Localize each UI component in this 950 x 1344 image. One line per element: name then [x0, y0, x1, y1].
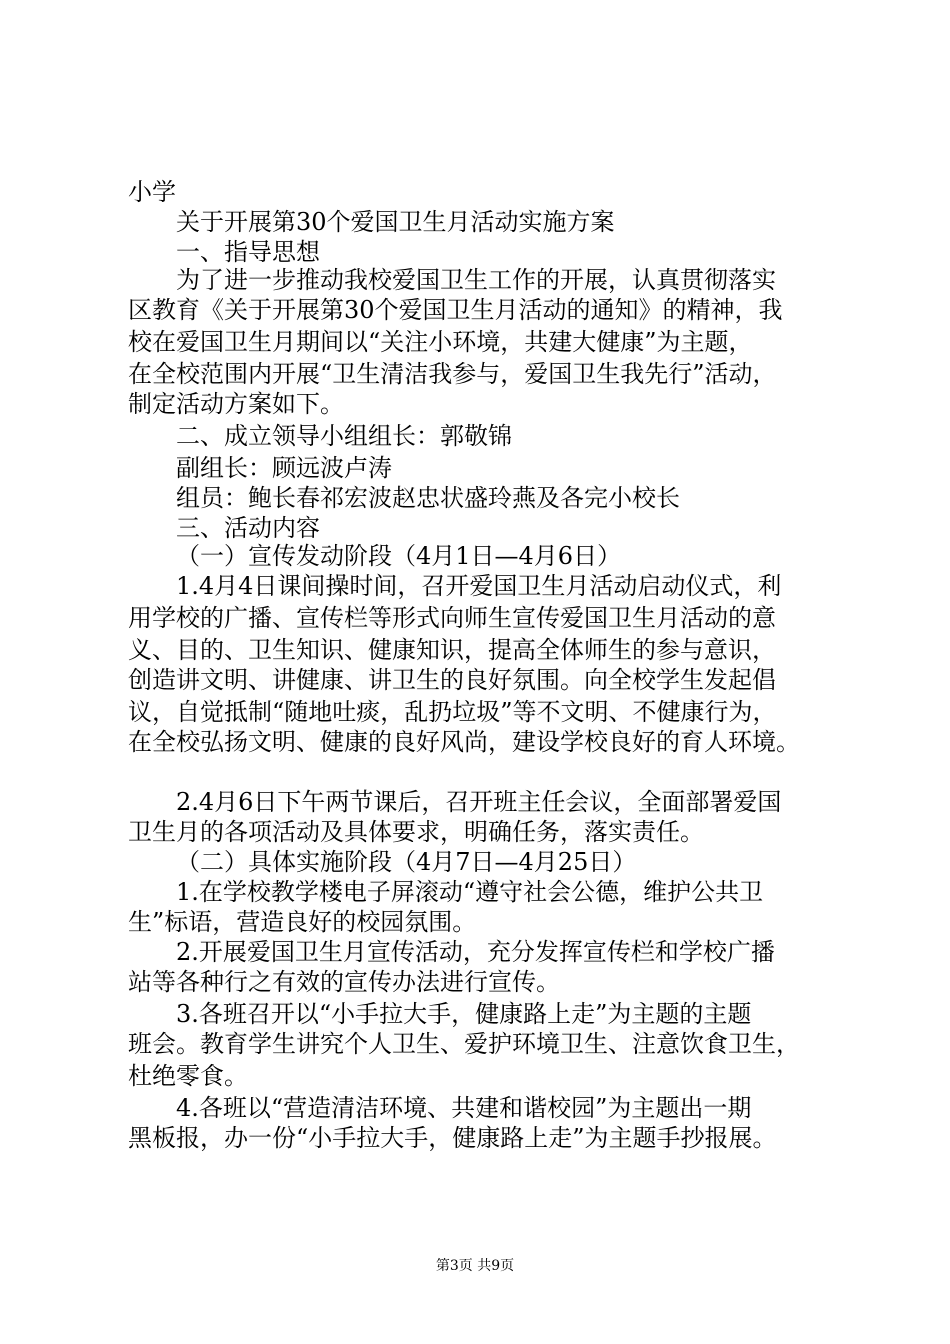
- paragraph-line: 生”标语，营造良好的校园氛围。: [128, 908, 477, 936]
- paragraph-line: 为了进一步推动我校爱国卫生工作的开展，认真贯彻落实: [176, 266, 776, 294]
- paragraph-line: 用学校的广播、宣传栏等形式向师生宣传爱国卫生月活动的意: [128, 604, 776, 632]
- paragraph-line: 4.各班以“营造清洁环境、共建和谐校园”为主题出一期: [176, 1094, 752, 1122]
- paragraph-line: 黑板报，办一份“小手拉大手，健康路上走”为主题手抄报展。: [128, 1124, 777, 1152]
- paragraph-line: 2.开展爱国卫生月宣传活动，充分发挥宣传栏和学校广播: [176, 938, 775, 966]
- page-number-footer: 第3页 共9页: [435, 1258, 515, 1274]
- paragraph-line: 1.在学校教学楼电子屏滚动“遵守社会公德，维护公共卫: [176, 878, 764, 906]
- school-label: 小学: [128, 178, 176, 206]
- paragraph-line: 区教育《关于开展第30个爱国卫生月活动的通知》的精神，我: [128, 296, 783, 324]
- paragraph-line: 2.4月6日下午两节课后，召开班主任会议，全面部署爱国: [176, 788, 782, 816]
- section-heading-leadership: 二、成立领导小组组长：郭敬锦: [176, 422, 512, 450]
- paragraph-line: 杜绝零食。: [128, 1062, 248, 1090]
- paragraph-line: 在全校弘扬文明、健康的良好风尚，建设学校良好的育人环境。: [128, 728, 800, 756]
- paragraph-line: 1.4月4日课间操时间，召开爱国卫生月活动启动仪式，利: [176, 572, 782, 600]
- paragraph-line: 组员：鲍长春祁宏波赵忠状盛玲燕及各完小校长: [176, 484, 680, 512]
- paragraph-line: 卫生月的各项活动及具体要求，明确任务，落实责任。: [128, 818, 704, 846]
- paragraph-line: 班会。教育学生讲究个人卫生、爱护环境卫生、注意饮食卫生，: [128, 1030, 800, 1058]
- paragraph-line: 校在爱国卫生月期间以“关注小环境，共建大健康”为主题，: [128, 328, 753, 356]
- subsection-heading: （一）宣传发动阶段（4月1日—4月6日）: [176, 542, 622, 570]
- paragraph-line: 义、目的、卫生知识、健康知识，提高全体师生的参与意识，: [128, 636, 776, 664]
- paragraph-line: 制定活动方案如下。: [128, 390, 344, 418]
- paragraph-line: 副组长：顾远波卢涛: [176, 454, 392, 482]
- section-heading-activities: 三、活动内容: [176, 514, 320, 542]
- section-heading-guiding-thought: 一、指导思想: [176, 238, 320, 266]
- paragraph-line: 3.各班召开以“小手拉大手，健康路上走”为主题的主题: [176, 1000, 752, 1028]
- document-title: 关于开展第30个爱国卫生月活动实施方案: [176, 208, 615, 236]
- paragraph-line: 站等各种行之有效的宣传办法进行宣传。: [128, 968, 560, 996]
- subsection-heading: （二）具体实施阶段（4月7日—4月25日）: [176, 848, 637, 876]
- paragraph-line: 创造讲文明、讲健康、讲卫生的良好氛围。向全校学生发起倡: [128, 666, 776, 694]
- paragraph-line: 在全校范围内开展“卫生清洁我参与，爱国卫生我先行”活动，: [128, 360, 777, 388]
- paragraph-line: 议，自觉抵制“随地吐痰，乱扔垃圾”等不文明、不健康行为，: [128, 698, 777, 726]
